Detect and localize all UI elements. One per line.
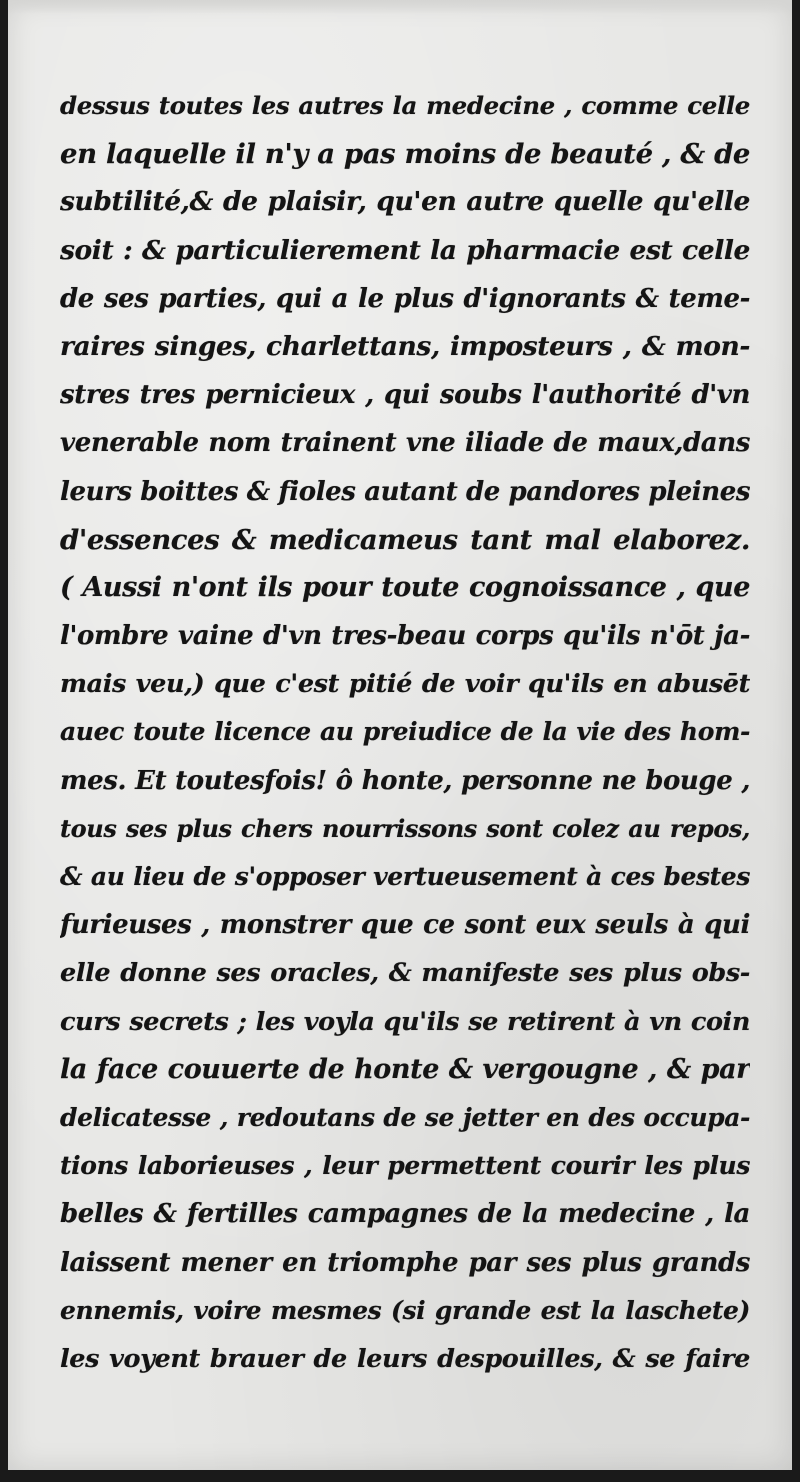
- text-line: curs secrets ; les voyla qu'ils se retirent à vn coin: [60, 1006, 750, 1037]
- text-line: laissent mener en triomphe par ses plus grands: [60, 1247, 750, 1278]
- text-line: ( Aussi n'ont ils pour toute cognoissance , que: [60, 571, 750, 603]
- text-line: ennemis, voire mesmes (si grande est la laschete): [60, 1295, 750, 1325]
- text-line: leurs boittes & fioles autant de pandores pleines: [60, 476, 750, 507]
- text-line: tions laborieuses , leur permettent courir les plus: [60, 1151, 750, 1181]
- text-line: venerable nom trainent vne iliade de maux,dans: [60, 428, 750, 459]
- text-line: delicatesse , redoutans de se jetter en des occupa-: [60, 1102, 750, 1132]
- text-line: stres tres pernicieux , qui soubs l'authorité d'vn: [60, 380, 750, 411]
- book-page: [8, 0, 792, 1470]
- text-line: les voyent brauer de leurs despouilles, & se faire: [60, 1343, 750, 1374]
- page-text-block: [60, 82, 750, 1383]
- text-line: d'essences & medicameus tant mal elaborez.: [60, 523, 750, 556]
- text-line: soit : & particulierement la pharmacie est celle: [60, 234, 750, 266]
- text-line: de ses parties, qui a le plus d'ignorants & teme-: [60, 283, 750, 314]
- text-line: raires singes, charlettans, imposteurs , & mon-: [60, 330, 750, 362]
- text-line: dessus toutes les autres la medecine , comme celle: [60, 91, 750, 120]
- text-line: belles & fertilles campagnes de la medecine , la: [60, 1199, 750, 1230]
- page-top-edge: [8, 0, 792, 14]
- text-line: la face couuerte de honte & vergougne , & par: [60, 1053, 750, 1085]
- text-line: l'ombre vaine d'vn tres-beau corps qu'ils n'ōt ja-: [60, 621, 750, 652]
- text-line: furieuses , monstrer que ce sont eux seuls à qui: [60, 910, 750, 941]
- text-line: & au lieu de s'opposer vertueusement à ces bestes: [60, 862, 750, 891]
- text-line: elle donne ses oracles, & manifeste ses plus obs-: [60, 958, 750, 989]
- text-line: tous ses plus chers nourrissons sont colez au repos,: [60, 813, 750, 843]
- text-line: mes. Et toutesfois! ô honte, personne ne bouge ,: [60, 765, 750, 796]
- text-line: auec toute licence au preiudice de la vie des hom-: [60, 717, 750, 747]
- text-line: en laquelle il n'y a pas moins de beauté , & de: [60, 138, 750, 171]
- text-line: mais veu,) que c'est pitié de voir qu'ils en abusēt: [60, 669, 750, 700]
- text-line: subtilité,& de plaisir, qu'en autre quelle qu'elle: [60, 186, 750, 218]
